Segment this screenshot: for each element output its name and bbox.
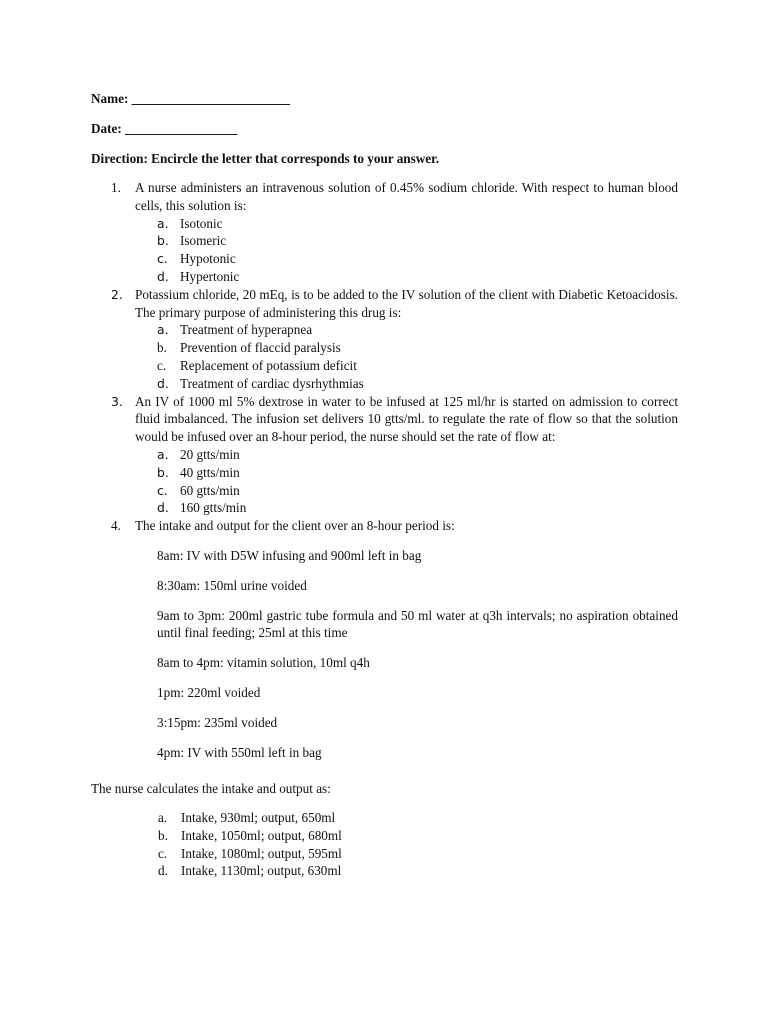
io-entry: 8am: IV with D5W infusing and 900ml left in bag (157, 547, 422, 563)
option-a[interactable]: a. 20 gtts/min (157, 446, 240, 462)
option-b[interactable]: b. Prevention of flaccid paralysis (157, 340, 341, 356)
io-entry: 9am to 3pm: 200ml gastric tube formula and 50 ml water at q3h intervals; no aspiration obtained until final feeding; 25ml at this time (157, 607, 678, 641)
io-entry: 4pm: IV with 550ml left in bag (157, 744, 322, 760)
option-c[interactable]: c. Hypotonic (157, 251, 236, 267)
option-d[interactable]: d. Treatment of cardiac dysrhythmias (157, 375, 364, 391)
question-number: 3. (111, 393, 123, 409)
date-label: Date: (91, 121, 122, 136)
date-blank: _________________ (125, 121, 238, 136)
option-d[interactable]: d. Intake, 1130ml; output, 630ml (158, 863, 342, 879)
question-3-options (91, 446, 678, 517)
intake-output-entries (135, 547, 678, 761)
question-text: The intake and output for the client over an 8-hour period is: (135, 518, 455, 534)
io-entry: 1pm: 220ml voided (157, 684, 261, 700)
option-b[interactable]: b. 40 gtts/min (157, 464, 240, 480)
option-d[interactable]: d. 160 gtts/min (157, 500, 247, 516)
name-blank: ________________________ (131, 91, 290, 106)
option-c[interactable]: c. Intake, 1080ml; output, 595ml (158, 845, 342, 861)
question-1-options (91, 215, 678, 286)
option-d[interactable]: d. Hypertonic (157, 268, 240, 284)
option-b[interactable]: b. Isomeric (157, 233, 227, 249)
question-text: An IV of 1000 ml 5% dextrose in water to be infused at 125 ml/hr is started on admission to correct fluid imbalanced. The infusion set delivers 10 gtts/ml. to regulate the rate of flow so that the solution would be infused over an 8-hour period, the nurse should set the rate of flow at: (135, 393, 678, 445)
question-4-options (91, 809, 491, 880)
name-field (91, 90, 290, 108)
question-number: 2. (111, 286, 123, 302)
question-text: Potassium chloride, 20 mEq, is to be added to the IV solution of the client with Diabetic Ketoacidosis. The primary purpose of administering this drug is: (135, 286, 678, 320)
question-4-summary: The nurse calculates the intake and output as: (91, 781, 331, 796)
io-entry: 3:15pm: 235ml voided (157, 714, 278, 730)
question-number: 4. (111, 518, 121, 534)
date-field (91, 120, 237, 138)
question-1 (91, 179, 678, 215)
option-a[interactable]: a. Treatment of hyperapnea (157, 322, 313, 338)
question-list (91, 179, 678, 761)
question-3 (91, 393, 678, 446)
question-2-options (91, 321, 678, 392)
question-4 (91, 517, 678, 761)
question-number: 1. (111, 180, 121, 195)
io-entry: 8:30am: 150ml urine voided (157, 577, 307, 593)
option-a[interactable]: a. Intake, 930ml; output, 650ml (158, 810, 336, 825)
question-text: A nurse administers an intravenous solution of 0.45% sodium chloride. With respect to human blood cells, this solution is: (135, 180, 678, 213)
option-a[interactable]: a. Isotonic (157, 215, 223, 231)
option-b[interactable]: b. Intake, 1050ml; output, 680ml (158, 827, 342, 843)
direction-text: Direction: Encircle the letter that corresponds to your answer. (91, 151, 440, 166)
question-2 (91, 286, 678, 322)
option-c[interactable]: c. Replacement of potassium deficit (157, 357, 357, 373)
io-entry: 8am to 4pm: vitamin solution, 10ml q4h (157, 655, 370, 671)
option-c[interactable]: c. 60 gtts/min (157, 482, 240, 498)
name-label: Name: (91, 91, 129, 106)
